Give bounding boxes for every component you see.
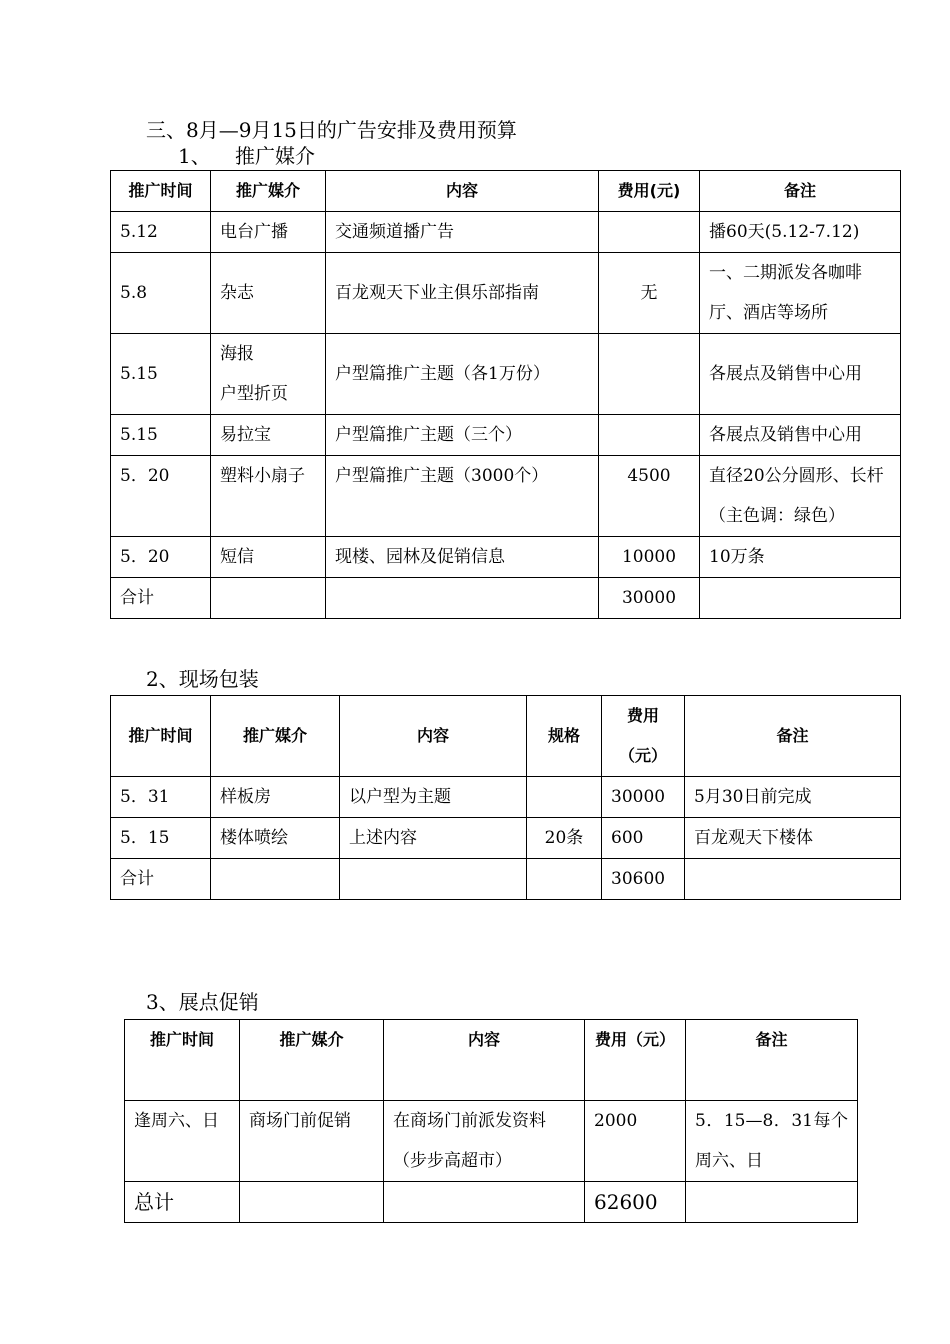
content-cell: 上述内容	[340, 818, 527, 859]
table-total-row	[111, 859, 901, 900]
table-header-row	[125, 1020, 858, 1101]
cost-cell: 无	[599, 253, 700, 334]
content-cell: 户型篇推广主题（3000个）	[326, 456, 599, 537]
media-cell: 电台广播	[211, 212, 326, 253]
time-cell: 5.8	[111, 253, 211, 334]
total-value: 62600	[585, 1182, 686, 1223]
header-cell: 备注	[686, 1020, 858, 1101]
time-cell: 5.15	[111, 334, 211, 415]
exhibition-promo-table	[124, 1019, 858, 1223]
content-cell: 以户型为主题	[340, 777, 527, 818]
note-cell: 百龙观天下楼体	[685, 818, 901, 859]
table-header-row	[111, 171, 901, 212]
table-row	[111, 415, 901, 456]
time-cell: 5.12	[111, 212, 211, 253]
cost-cell: 600	[602, 818, 685, 859]
subsection-3-title: 3、展点促销	[146, 990, 259, 1014]
content-cell: 百龙观天下业主俱乐部指南	[326, 253, 599, 334]
time-cell: 5．31	[111, 777, 211, 818]
header-cell: 费用(元)	[599, 171, 700, 212]
cost-cell	[599, 415, 700, 456]
media-cell: 塑料小扇子	[211, 456, 326, 537]
header-cell: 内容	[326, 171, 599, 212]
onsite-packaging-table	[110, 695, 901, 900]
spec-cell: 20条	[527, 818, 602, 859]
time-cell: 5.15	[111, 415, 211, 456]
header-cell: 推广媒介	[211, 696, 340, 777]
table-row	[111, 212, 901, 253]
content-cell: 交通频道播广告	[326, 212, 599, 253]
cost-cell	[599, 212, 700, 253]
table-row	[111, 334, 901, 415]
cost-cell	[599, 334, 700, 415]
total-label: 合计	[111, 578, 211, 619]
header-cell: 推广时间	[125, 1020, 240, 1101]
header-cell: 费用（元）	[602, 696, 685, 777]
note-cell: 直径20公分圆形、长杆（主色调：绿色）	[700, 456, 901, 537]
header-cell: 备注	[685, 696, 901, 777]
time-cell: 5．15	[111, 818, 211, 859]
content-cell: 户型篇推广主题（各1万份）	[326, 334, 599, 415]
table-row	[111, 456, 901, 537]
table-row	[111, 253, 901, 334]
media-cell: 短信	[211, 537, 326, 578]
cost-cell: 4500	[599, 456, 700, 537]
cost-cell: 2000	[585, 1101, 686, 1182]
media-cell: 杂志	[211, 253, 326, 334]
header-cell: 内容	[384, 1020, 585, 1101]
table-row	[125, 1101, 858, 1182]
content-cell: 现楼、园林及促销信息	[326, 537, 599, 578]
header-cell: 内容	[340, 696, 527, 777]
note-cell: 5月30日前完成	[685, 777, 901, 818]
time-cell: 5．20	[111, 456, 211, 537]
table-header-row	[111, 696, 901, 777]
table-row	[111, 777, 901, 818]
note-cell: 10万条	[700, 537, 901, 578]
table-row	[111, 818, 901, 859]
total-value: 30000	[599, 578, 700, 619]
total-label: 合计	[111, 859, 211, 900]
media-table	[110, 170, 901, 619]
header-cell: 推广时间	[111, 696, 211, 777]
table-total-row	[111, 578, 901, 619]
subsection-2-title: 2、现场包装	[146, 667, 259, 691]
subsection-1-title: 推广媒介	[235, 144, 315, 168]
cost-cell: 30000	[602, 777, 685, 818]
note-cell: 各展点及销售中心用	[700, 415, 901, 456]
media-cell: 海报 户型折页	[211, 334, 326, 415]
section-title: 三、8月—9月15日的广告安排及费用预算	[146, 118, 517, 142]
media-cell: 楼体喷绘	[211, 818, 340, 859]
table-row	[111, 537, 901, 578]
note-cell: 一、二期派发各咖啡厅、酒店等场所	[700, 253, 901, 334]
total-value: 30600	[602, 859, 685, 900]
total-label: 总计	[125, 1182, 240, 1223]
media-cell: 易拉宝	[211, 415, 326, 456]
media-cell: 样板房	[211, 777, 340, 818]
cost-cell: 10000	[599, 537, 700, 578]
subsection-1-number: 1、	[178, 144, 211, 168]
note-cell: 5．15—8．31每个周六、日	[686, 1101, 858, 1182]
media-cell: 商场门前促销	[240, 1101, 384, 1182]
spec-cell	[527, 777, 602, 818]
time-cell: 逢周六、日	[125, 1101, 240, 1182]
header-cell: 费用（元）	[585, 1020, 686, 1101]
header-cell: 备注	[700, 171, 901, 212]
header-cell: 推广媒介	[211, 171, 326, 212]
note-cell: 播60天(5.12-7.12)	[700, 212, 901, 253]
content-cell: 户型篇推广主题（三个）	[326, 415, 599, 456]
header-cell: 规格	[527, 696, 602, 777]
time-cell: 5．20	[111, 537, 211, 578]
content-cell: 在商场门前派发资料（步步高超市）	[384, 1101, 585, 1182]
table-total-row	[125, 1182, 858, 1223]
header-cell: 推广时间	[111, 171, 211, 212]
header-cell: 推广媒介	[240, 1020, 384, 1101]
note-cell: 各展点及销售中心用	[700, 334, 901, 415]
